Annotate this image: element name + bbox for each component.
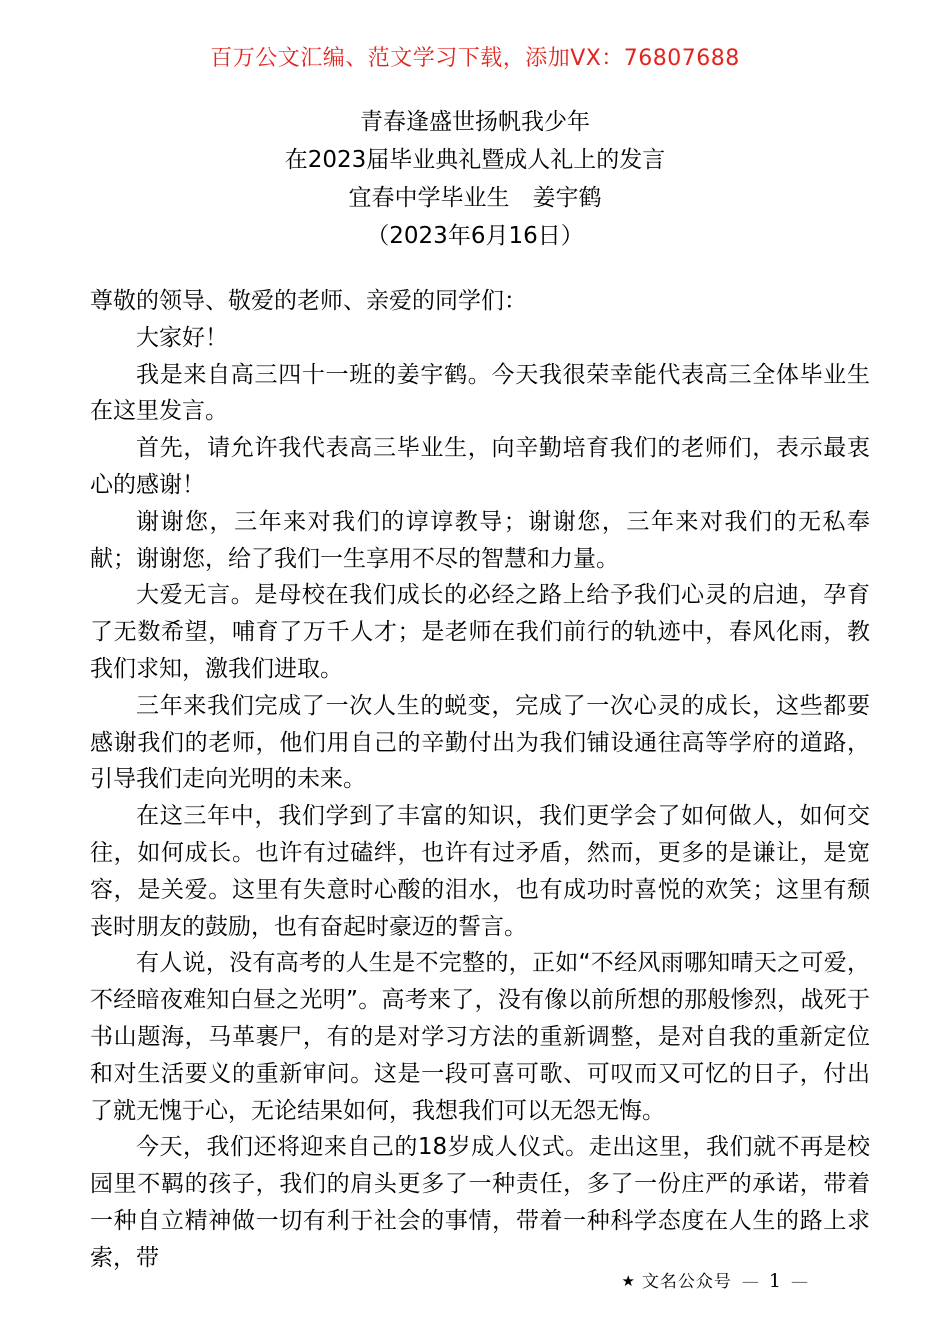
paragraph-thanks-intro: 首先，请允许我代表高三毕业生，向辛勤培育我们的老师们，表示最衷心的感谢！ [90, 435, 870, 498]
footer-brand: 文名公众号 [641, 1272, 732, 1292]
paragraph-self-intro: 我是来自高三四十一班的姜宇鹤。今天我很荣幸能代表高三全体毕业生在这里发言。 [90, 361, 870, 425]
paragraph-knowledge-friendship: 在这三年中，我们学到了丰富的知识，我们更学会了如何做人，如何交往，如何成长。也许有过磕绊，也许有过矛盾，然而，更多的是谦让，是宽容，是关爱。这里有失意时心酸的泪水，也有成功时喜悦的欢笑；这里有颓丧时朋友的鼓励，也有奋起时豪迈的誓言。 [90, 803, 870, 940]
doc-title: 青春逢盛世扬帆我少年 [360, 109, 590, 135]
title-block [0, 103, 950, 255]
page-number: 1 [768, 1270, 781, 1292]
doc-date: （2023年6月16日） [366, 223, 584, 249]
doc-subtitle: 在2023届毕业典礼暨成人礼上的发言 [284, 147, 666, 173]
paragraph-greeting: 大家好！ [136, 324, 228, 351]
paragraph-thanks-teachers: 谢谢您，三年来对我们的谆谆教导；谢谢您，三年来对我们的无私奉献；谢谢您，给了我们一生享用不尽的智慧和力量。 [90, 508, 870, 572]
page-footer [621, 1269, 818, 1294]
star-icon: ★ [621, 1272, 635, 1290]
salutation-line: 尊敬的领导、敬爱的老师、亲爱的同学们： [90, 288, 527, 314]
footer-dash-right-icon: — [791, 1272, 808, 1292]
speech-body [90, 283, 870, 1277]
paragraph-adulthood: 今天，我们还将迎来自己的18岁成人仪式。走出这里，我们就不再是校园里不羁的孩子，我们的肩头更多了一种责任，多了一份庄严的承诺，带着一种自立精神做一切有利于社会的事情，带着一种科学态度在人生的路上求索，带 [90, 1134, 870, 1271]
paragraph-three-years-growth: 三年来我们完成了一次人生的蜕变，完成了一次心灵的成长，这些都要感谢我们的老师，他们用自己的辛勤付出为我们铺设通往高等学府的道路，引导我们走向光明的未来。 [90, 692, 870, 793]
doc-author: 宜春中学毕业生 姜宇鹤 [348, 185, 602, 211]
watermark-notice: 百万公文汇编、范文学习下载，添加VX：76807688 [210, 46, 740, 71]
paragraph-gaokao: 有人说，没有高考的人生是不完整的，正如“不经风雨哪知晴天之可爱，不经暗夜难知白昼之光明”。高考来了，没有像以前所想的那般惨烈，战死于书山题海，马革裹尸，有的是对学习方法的重新调整，是对自我的重新定位和对生活要义的重新审问。这是一段可喜可歌、可叹而又可忆的日子，付出了就无愧于心，无论结果如何，我想我们可以无怨无悔。 [90, 950, 870, 1124]
footer-dash-left-icon: — [741, 1272, 759, 1292]
paragraph-alma-mater: 大爱无言。是母校在我们成长的必经之路上给予我们心灵的启迪，孕育了无数希望，哺育了万千人才；是老师在我们前行的轨迹中，春风化雨，教我们求知，激我们进取。 [90, 582, 870, 682]
